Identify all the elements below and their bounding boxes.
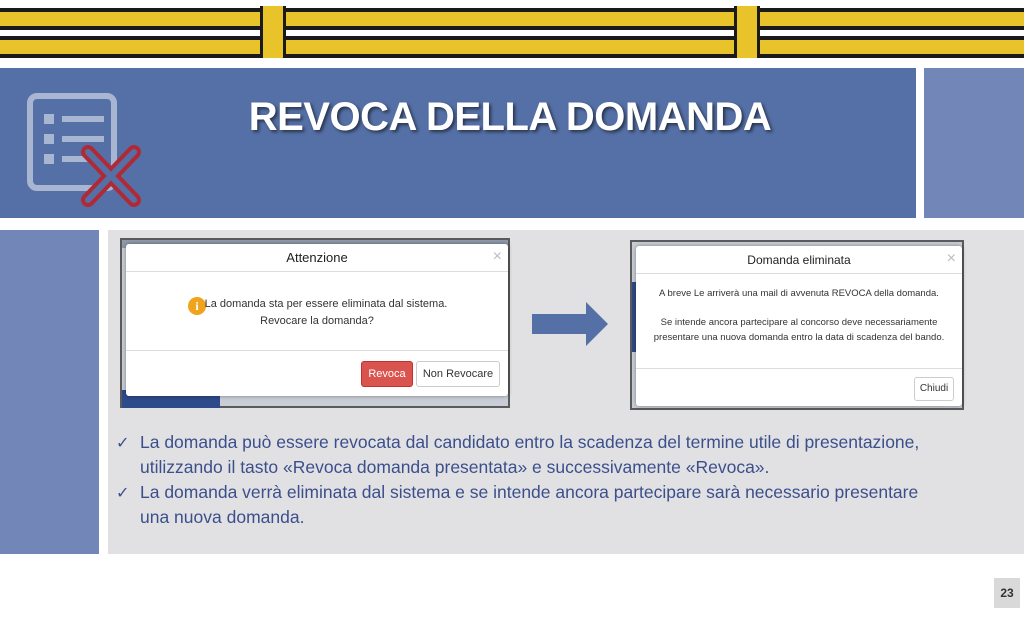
dialog-footer	[636, 368, 962, 406]
attention-dialog	[126, 244, 508, 396]
deleted-dialog	[636, 246, 962, 406]
info-icon: i	[188, 297, 206, 315]
checkmark-icon: ✓	[116, 433, 130, 452]
message-line: A breve Le arriverà una mail di avvenuta REVOCA della domanda.	[659, 288, 939, 299]
message-spacer	[636, 301, 962, 315]
document-list-delete-icon	[26, 92, 146, 212]
message-line: Se intende ancora partecipare al concorso deve necessariamente	[660, 317, 938, 328]
stripe-block	[260, 6, 286, 58]
non-revocare-button[interactable]: Non Revocare	[416, 361, 500, 387]
checkmark-icon: ✓	[116, 483, 130, 502]
bullet-line: La domanda verrà eliminata dal sistema e se intende ancora partecipare sarà necessario presentare	[140, 482, 919, 502]
dialog-message	[126, 296, 508, 330]
dialog-header	[636, 246, 962, 274]
bullet-item	[116, 480, 1006, 530]
dialog-header	[126, 244, 508, 272]
stripe-line	[0, 26, 1024, 30]
close-icon[interactable]: ×	[492, 248, 502, 265]
stripe-block	[734, 6, 760, 58]
bullet-line: una nuova domanda.	[140, 507, 305, 527]
message-line: presentare una nuova domanda entro la data di scadenza del bando.	[653, 332, 945, 343]
bullet-item	[116, 430, 1006, 480]
message-line: La domanda sta per essere eliminata dal sistema.	[204, 298, 448, 310]
chiudi-button[interactable]: Chiudi	[914, 377, 954, 401]
revoca-button[interactable]: Revoca	[361, 361, 413, 387]
screenshot-attention-dialog	[120, 238, 510, 408]
page-number: 23	[994, 578, 1020, 608]
dialog-title: Domanda eliminata	[747, 253, 851, 267]
right-arrow-icon	[530, 300, 610, 348]
bullet-line: utilizzando il tasto «Revoca domanda presentata» e successivamente «Revoca».	[140, 457, 770, 477]
dialog-message	[636, 286, 962, 345]
stripe-line	[0, 40, 1024, 54]
top-decorative-stripe	[0, 0, 1024, 62]
title-side-panel	[924, 68, 1024, 218]
screenshot-deleted-dialog	[630, 240, 964, 410]
dialog-title: Attenzione	[286, 250, 348, 265]
bullet-list	[116, 430, 1006, 530]
message-line: Revocare la domanda?	[260, 315, 374, 327]
stripe-line	[0, 12, 1024, 26]
slide-title: REVOCA DELLA DOMANDA	[248, 95, 772, 139]
dialog-footer	[126, 350, 508, 396]
close-icon[interactable]: ×	[946, 250, 956, 267]
bullet-line: La domanda può essere revocata dal candidato entro la scadenza del termine utile di presentazione,	[140, 432, 920, 452]
stripe-line	[0, 54, 1024, 58]
left-side-bar	[0, 230, 99, 554]
